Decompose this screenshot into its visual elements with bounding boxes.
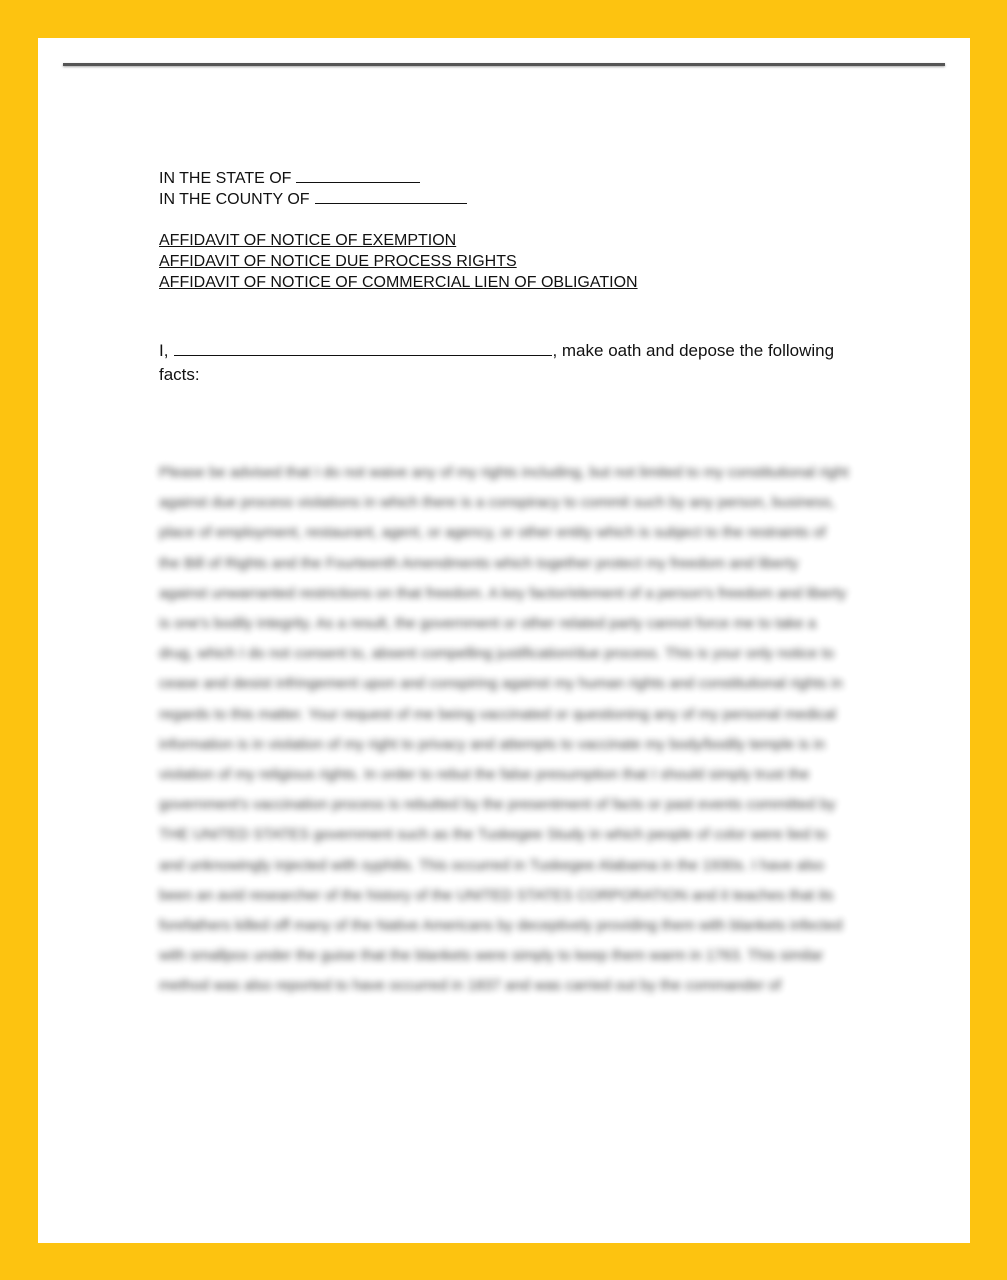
blurred-body-paragraph: Please be advised that I do not waive any of my rights including, but not limited to my constitutional right against due process violations in which there is a conspiracy to commit such by any person, business, place of employment, restaurant, agent, or agency, or other entity which is subject to the restraints of the Bill of Rights and the Fourteenth Amendments which together protect my freedom and liberty against unwarranted restrictions on that freedom. A key factor/element of a person's freedom and liberty is one's bodily integrity. As a result, the government or other related party cannot force me to take a drug, which I do not consent to, absent compelling justification/due process. This is your only notice to cease and desist infringement upon and conspiring against my human rights and constitutional rights in regards to this matter. Your request of me being vaccinated or questioning any of my personal medical information is in violation of my right to privacy and attempts to vaccinate my body/bodily temple is in violation of my religious rights. In order to rebut the false presumption that I should simply trust the government's vaccination process is rebutted by the presentment of facts or past events committed by THE UNITED STATES government such as the Tuskegee Study in which people of color were lied to and unknowingly injected with syphilis. This occurred in Tuskegee Alabama in the 1930s. I have also been an avid researcher of the history of the UNITED STATES CORPORATION and it teaches that its forefathers killed off many of the Native Americans by deceptively providing them with blankets infected with smallpox under the guise that the blankets were simply to keep them warm in 1763. This similar method was also reported to have occurred in 1837 and was carried out by the commander of bbox=[159, 464, 849, 995]
name-blank bbox=[174, 341, 552, 356]
affidavit-titles bbox=[159, 230, 849, 293]
title-due-process: AFFIDAVIT OF NOTICE DUE PROCESS RIGHTS bbox=[159, 253, 517, 270]
county-blank bbox=[315, 189, 467, 204]
oath-suffix: , make oath and depose the following bbox=[552, 341, 835, 360]
top-rule bbox=[63, 63, 945, 66]
state-blank bbox=[296, 168, 420, 183]
county-label: IN THE COUNTY OF bbox=[159, 191, 310, 208]
document-content bbox=[159, 168, 849, 387]
title-exemption: AFFIDAVIT OF NOTICE OF EXEMPTION bbox=[159, 232, 457, 249]
oath-prefix: I, bbox=[159, 341, 169, 360]
title-commercial-lien: AFFIDAVIT OF NOTICE OF COMMERCIAL LIEN OF OBLIGATION bbox=[159, 274, 638, 291]
state-label: IN THE STATE OF bbox=[159, 170, 292, 187]
county-line bbox=[159, 189, 849, 210]
oath-statement bbox=[159, 339, 849, 387]
document-page bbox=[38, 38, 970, 1243]
oath-continuation: facts: bbox=[159, 365, 200, 384]
state-line bbox=[159, 168, 849, 189]
